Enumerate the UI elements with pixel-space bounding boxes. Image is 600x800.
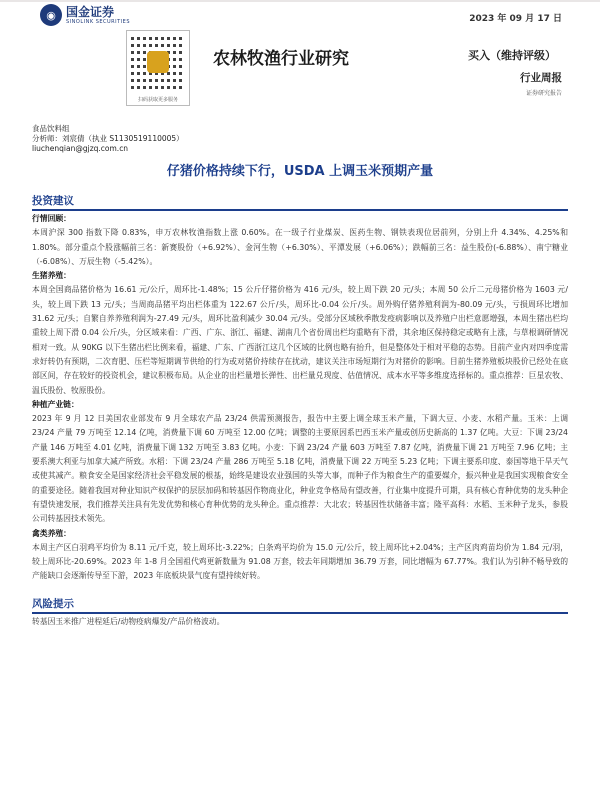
company-logo	[40, 4, 130, 26]
subsection-poultry-text: 本周主产区白羽鸡平均价为 8.11 元/千克，较上周环比-3.22%；白条鸡平均价为 15.0 元/公斤，较上周环比+2.04%；主产区肉鸡苗均价为 1.84 元/羽，较上周环比-20.69%。2023 年 1-8 月全国祖代鸡更新数量为 91.08 万套，较去年同期增加 36.79 万套，同比增幅为 67.77%。我们认为引种不畅导致的产能缺口会逐渐传导至下游，2023 年底板块景气度有望持续好转。	[32, 542, 568, 581]
subsection-pig-title: 生猪养殖：	[32, 271, 71, 281]
section-title-risk: 风险提示	[32, 597, 74, 610]
qr-code	[126, 30, 190, 106]
analyst-name: 分析师：刘宸倩（执业 S1130519110005）	[32, 134, 184, 143]
rating-label: 买入（维持评级）	[468, 49, 556, 62]
qr-center-logo-icon	[147, 51, 169, 73]
report-body	[32, 124, 568, 629]
analyst-info	[32, 124, 568, 154]
section-divider	[32, 209, 568, 211]
subsection-market-title: 行情回顾：	[32, 214, 71, 223]
logo-name-cn: 国金证券	[66, 4, 115, 19]
subsection-poultry-title: 禽类养殖：	[32, 528, 71, 538]
analyst-group: 食品饮料组	[32, 124, 70, 133]
report-type: 行业周报	[520, 72, 562, 84]
logo-icon: ◉	[40, 4, 62, 26]
industry-title: 农林牧渔行业研究	[213, 49, 349, 69]
subsection-pig-text: 本周全国商品猪价格为 16.61 元/公斤，周环比-1.48%；15 公斤仔猪价格为 416 元/头，较上周下跌 20 元/头；本周 50 公斤二元母猪价格为 1603 元/头，较上周下跌 13 元/头；当周商品猪平均出栏体重为 122.67 公斤/头，周环比-0.04 公斤/头。周外购仔猪养殖利润为-80.09 元/头，亏损周环比增加 31.62 元/头；自繁自养养殖利润为-27.49 元/头，周环比盈利减少 30.04 元/头。受部分区域秋季散发疫病影响以及养殖户出栏意愿增强，本周生猪出栏均重较上周下滑 0.04 公斤/头，分区域来看：广西、广东、浙江、福建、湖南几个省份周出栏均重略有下滑，其余地区保持稳定或略有上涨，与草根调研情况相对一致。从 90KG 以下生猪出栏比例来看，福建、广东、广西浙江这几个区域的比例也略有抬升，但是整体处于相对平稳的态势。目前产业内对四季度需求好转仍有预期，二次育肥、压栏等短期调节供给的行为或对猪价持续存在扰动，建议关注市场短期行为对猪价的影响。目前生猪养殖板块股价已经处在底部区间，存在较好的投资机会，建议积极布局。从企业的出栏量增长弹性、出栏量兑现度、估值情况、成本水平等多维度选择标的。重点推荐：巨星农牧、温氏股份、牧原股份。	[32, 285, 568, 395]
subsection-market-text: 本周沪深 300 指数下降 0.83%，申万农林牧渔指数上涨 0.60%。在一级子行业煤炭、医药生物、钢铁表现位居前列，分别上升 4.34%、4.25%和 1.80%。部分重点个股涨幅前三名：新赛股份（+6.92%）、金河生物（+6.30%）、平潭发展（+6.06%）；跌幅前三名：益生股份(-6.88%）、南宁糖业（-6.08%）、万辰生物（-5.42%）。	[32, 228, 568, 266]
logo-name-en: SINOLINK SECURITIES	[66, 18, 130, 25]
header-divider	[0, 0, 600, 2]
subsection-seed-text: 2023 年 9 月 12 日美国农业部发布 9 月全球农产品 23/24 供需预测报告，报告中主要上调全球玉米产量，下调大豆、小麦、水稻产量。玉米：上调 23/24 产量 79 万吨至 12.14 亿吨，消费量下调 60 万吨至 12.00 亿吨；调整的主要原因系巴西玉米产量或创历史新高的 1.37 亿吨。大豆：下调 23/24 产量 146 万吨至 4.01 亿吨，消费量下调 132 万吨至 3.83 亿吨。小麦：下调 23/24 产量 603 万吨至 7.87 亿吨，消费量下调 21 万吨至 7.96 亿吨；主要系澳大利亚与加拿大减产所致。水稻：下调 23/24 产量 286 万吨至 5.18 亿吨，消费量下调 22 万吨至 5.23 亿吨；下调主要系印度、泰国等地干旱天气或使其减产。粮食安全是国家经济社会平稳发展的根基，始终是建设农业强国的头等大事，而种子作为粮食生产的重要媒介，振兴种业是我国实现粮食安全的重要途径。随着我国对种业知识产权保护的层层加码和转基因作物商业化，种业竞争格局有望改善，行业集中度提升可期，具有核心育种优势的龙头种企有望快速发展，我们推荐关注具有先发优势和核心育种优势的龙头种企。重点推荐：大北农；转基因性状储备丰富；隆平高科：水稻、玉米种子龙头，参股公司转基因技术领先。	[32, 414, 568, 524]
section-title-investment: 投资建议	[32, 195, 74, 207]
report-title: 仔猪价格持续下行，USDA 上调玉米预期产量	[166, 164, 434, 179]
qr-caption: 扫码获取更多服务	[137, 97, 178, 103]
analyst-email[interactable]: liuchenqian@gjzq.com.cn	[32, 144, 129, 153]
risk-text: 转基因玉米推广进程延后/动物疫病爆发/产品价格波动。	[32, 616, 225, 626]
report-subtype: 证券研究报告	[525, 90, 562, 97]
report-date: 2023 年 09 月 17 日	[469, 14, 562, 24]
subsection-seed-title: 种植产业链：	[32, 399, 79, 409]
report-header	[0, 0, 600, 118]
section-divider	[32, 612, 568, 614]
